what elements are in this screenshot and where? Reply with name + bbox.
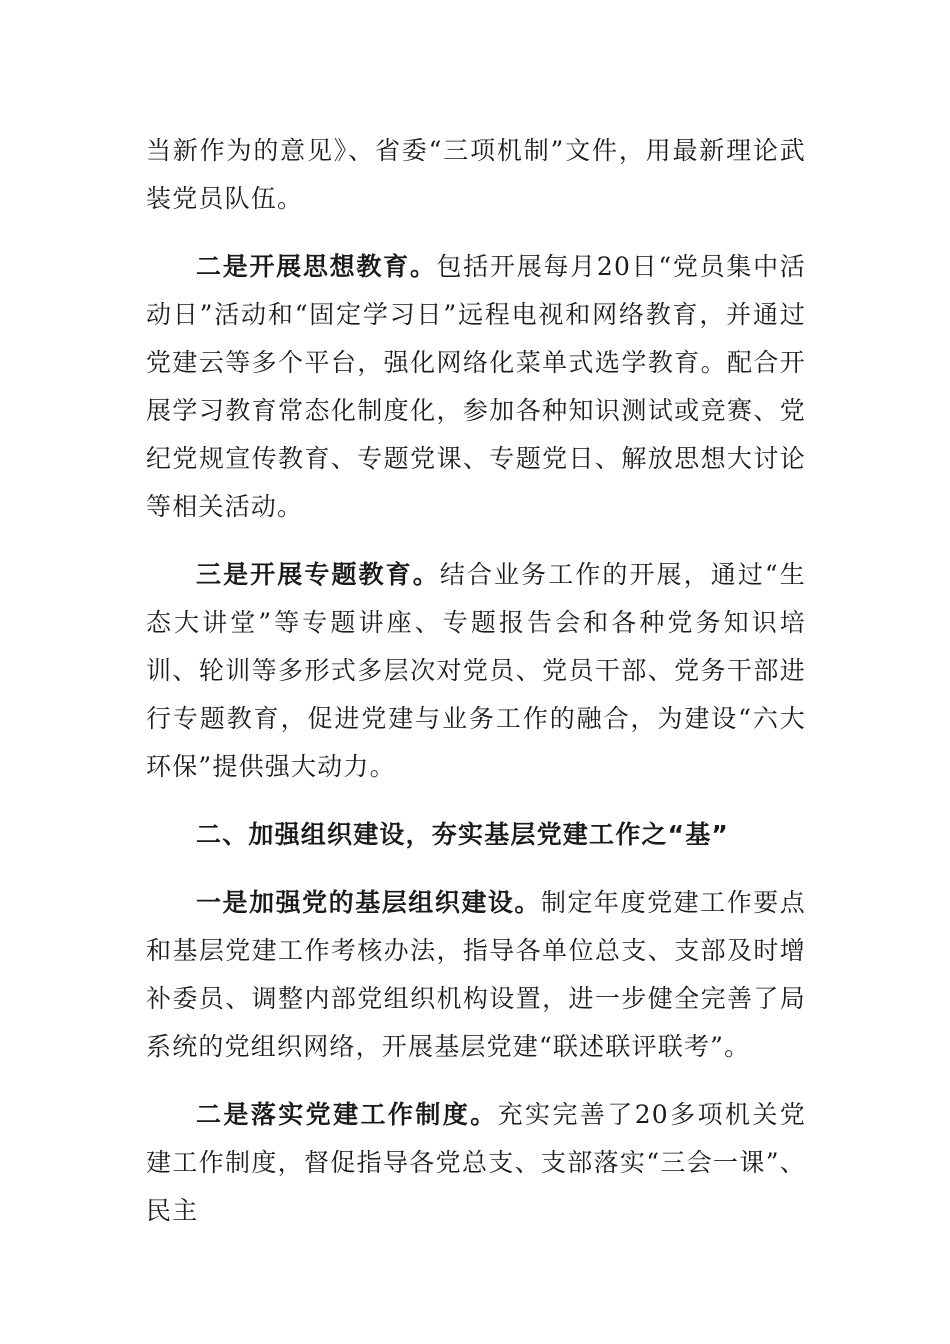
paragraph-lead: 二是落实党建工作制度。 <box>196 1100 498 1129</box>
section-heading-text: 二、加强组织建设，夯实基层党建工作之“基” <box>196 820 730 849</box>
paragraph-continuation <box>146 127 806 223</box>
document-body <box>146 127 806 1255</box>
section-heading <box>146 811 806 859</box>
paragraph-text: 当新作为的意见》、省委“三项机制”文件，用最新理论武装党员队伍。 <box>146 136 806 213</box>
paragraph-text: 充实完善了20多项机关党建工作制度，督促指导各党总支、支部落实“三会一课”、民主 <box>146 1100 807 1225</box>
paragraph-text: 包括开展每月20日“党员集中活动日”活动和“固定学习日”远程电视和网络教育，并通过党建云等多个平台，强化网络化菜单式选学教育。配合开展学习教育常态化制度化，参加各种知识测试或竞赛、党纪党规宣传教育、专题党课、专题党日、解放思想大讨论等相关活动。 <box>146 252 806 521</box>
paragraph-text: 制定年度党建工作要点和基层党建工作考核办法，指导各单位总支、支部及时增补委员、调整内部党组织机构设置，进一步健全完善了局系统的党组织网络，开展基层党建“联述联评联考”。 <box>146 888 806 1061</box>
paragraph-special-education <box>146 551 806 791</box>
paragraph-thought-education <box>146 243 806 531</box>
paragraph-lead: 二是开展思想教育。 <box>196 252 437 281</box>
paragraph-lead: 一是加强党的基层组织建设。 <box>196 888 541 917</box>
paragraph-work-system <box>146 1091 806 1235</box>
paragraph-lead: 三是开展专题教育。 <box>196 560 440 589</box>
paragraph-grassroots-organization <box>146 879 806 1071</box>
paragraph-text: 结合业务工作的开展，通过“生态大讲堂”等专题讲座、专题报告会和各种党务知识培训、轮训等多形式多层次对党员、党员干部、党务干部进行专题教育，促进党建与业务工作的融合，为建设“六大环保”提供强大动力。 <box>146 560 806 781</box>
